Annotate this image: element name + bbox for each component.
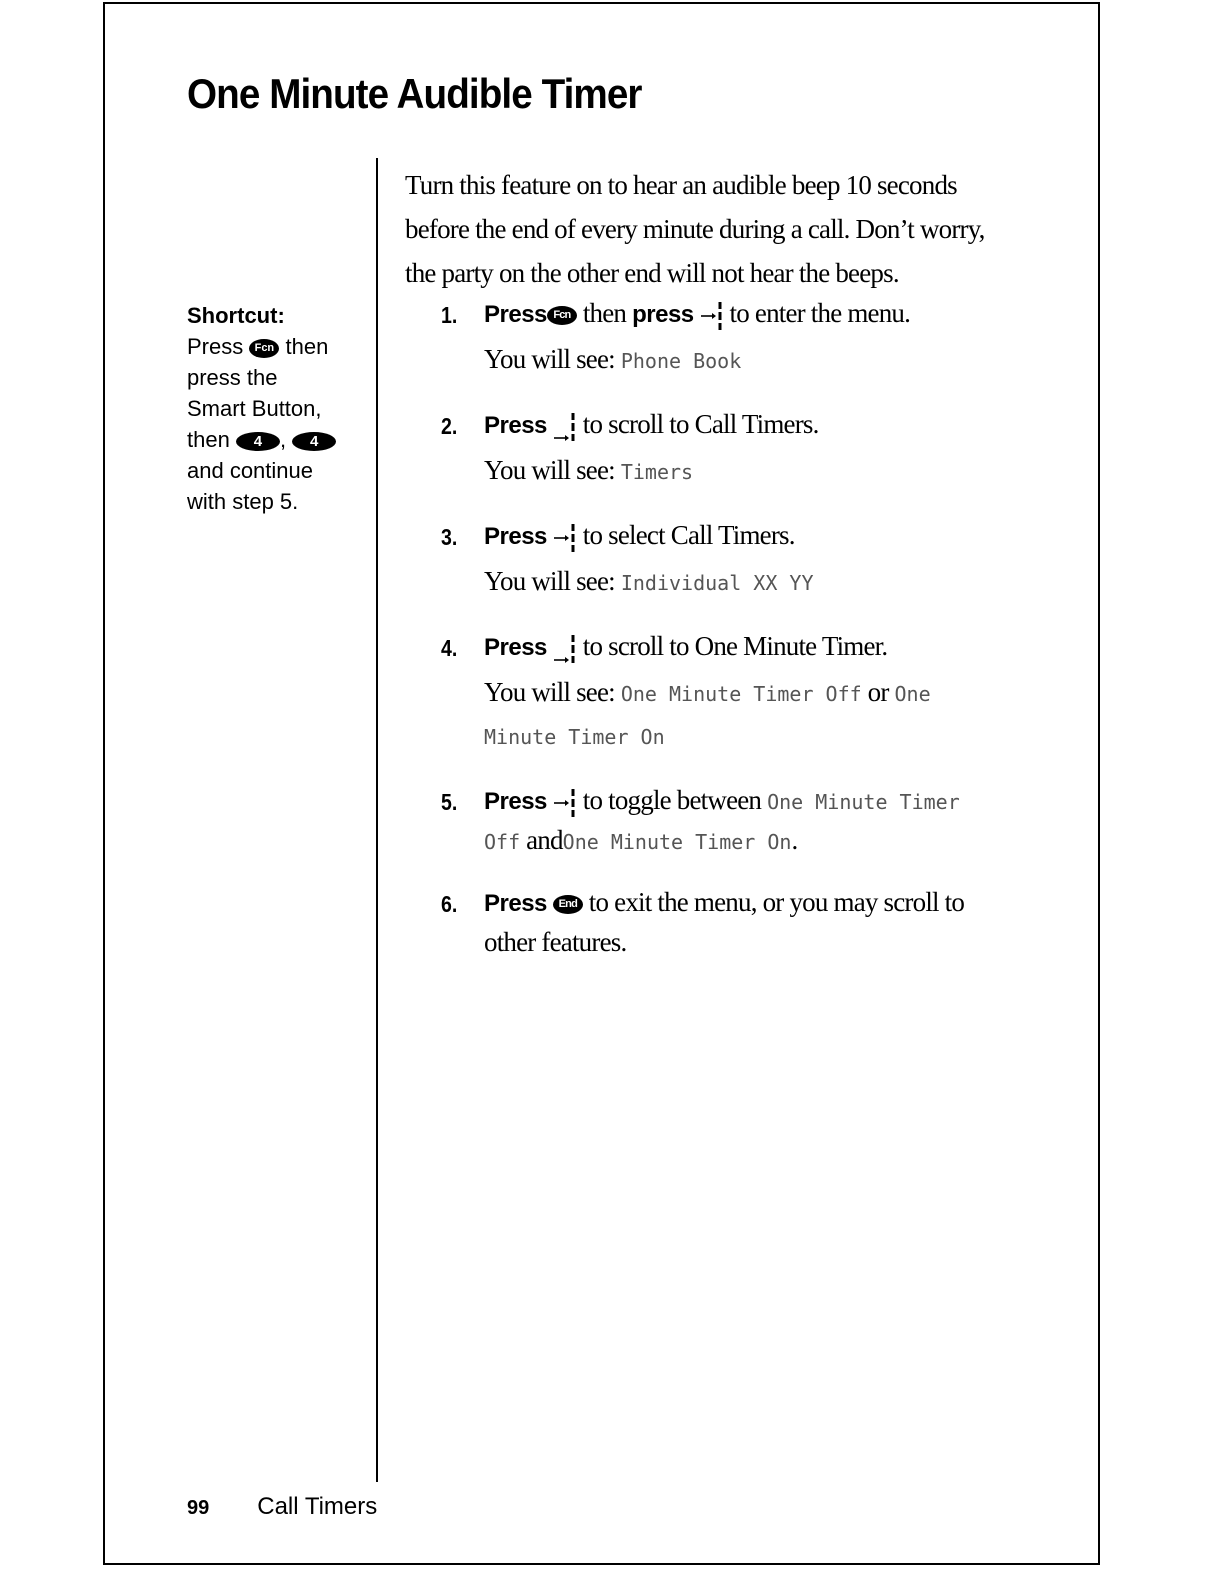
end-key-icon: End <box>553 895 583 914</box>
sidebar-text: Press <box>187 334 244 359</box>
fcn-key-icon: Fcn <box>547 306 577 325</box>
intro-line-2: before the end of every minute during a call. Don’t worry, <box>405 214 985 244</box>
shortcut-sidebar <box>187 300 367 517</box>
sidebar-line-4 <box>187 424 367 455</box>
display-text: One Minute Timer On <box>562 830 792 854</box>
step-number: 1. <box>441 302 458 328</box>
step-text: then <box>582 298 627 328</box>
press-label: Press <box>484 523 547 550</box>
press-label: Press <box>484 412 547 439</box>
step-number: 2. <box>441 413 458 439</box>
display-text: Phone Book <box>620 349 742 373</box>
sidebar-line-6: with step 5. <box>187 489 299 514</box>
intro-paragraph <box>405 163 1005 295</box>
step-text: to select Call Timers. <box>582 520 795 550</box>
or-text: or <box>867 677 889 707</box>
sidebar-comma: , <box>279 427 287 452</box>
step-text: to enter the menu. <box>729 298 911 328</box>
step-text: other features. <box>484 927 627 957</box>
display-text: Individual XX YY <box>620 571 814 595</box>
step-text: to exit the menu, or you may scroll to <box>588 887 965 917</box>
step-result-cont <box>484 720 665 751</box>
step-number: 6. <box>441 891 458 917</box>
period-text: . <box>791 825 798 855</box>
step-number: 5. <box>441 789 458 815</box>
page-title: One Minute Audible Timer <box>187 70 642 117</box>
display-text: One <box>894 682 931 706</box>
you-will-see-label: You will see: <box>484 566 615 596</box>
sidebar-line-3: Smart Button, <box>187 396 322 421</box>
page-footer <box>187 1493 377 1521</box>
step-instruction <box>484 520 795 553</box>
section-name: Call Timers <box>257 1493 378 1520</box>
step-text: to scroll to Call Timers. <box>582 409 819 439</box>
press-label: Press <box>484 301 547 328</box>
smart-button-down-icon <box>553 634 577 664</box>
display-text: Off <box>484 830 521 854</box>
fcn-key-icon: Fcn <box>249 339 279 358</box>
press-label: press <box>632 301 694 328</box>
press-label: Press <box>484 634 547 661</box>
shortcut-label: Shortcut: <box>187 303 285 328</box>
page-number: 99 <box>187 1497 210 1519</box>
sidebar-line-5: and continue <box>187 458 313 483</box>
step-instruction-cont <box>484 825 797 856</box>
sidebar-text: then <box>187 427 230 452</box>
you-will-see-label: You will see: <box>484 344 615 374</box>
step-text: to scroll to One Minute Timer. <box>582 631 888 661</box>
smart-button-right-icon <box>553 788 577 818</box>
sidebar-text: then <box>285 334 329 359</box>
step-number: 4. <box>441 635 458 661</box>
smart-button-down-icon <box>553 412 577 442</box>
smart-button-right-icon <box>553 523 577 553</box>
display-text: Minute Timer On <box>484 725 665 749</box>
step-result <box>484 677 931 708</box>
intro-line-1: Turn this feature on to hear an audible beep 10 seconds <box>405 170 957 200</box>
and-text: and <box>526 825 563 855</box>
display-text: One Minute Timer Off <box>620 682 862 706</box>
step-number: 3. <box>441 524 458 550</box>
column-divider <box>376 158 378 1482</box>
sidebar-line-1 <box>187 331 367 362</box>
step-instruction <box>484 409 819 442</box>
step-result <box>484 344 741 375</box>
press-label: Press <box>484 890 547 917</box>
sidebar-line-2: press the <box>187 365 278 390</box>
display-text: One Minute Timer <box>767 790 960 814</box>
step-result <box>484 566 814 597</box>
press-label: Press <box>484 788 547 815</box>
key-4-icon: 4 <box>236 432 280 451</box>
step-result <box>484 455 693 486</box>
intro-line-3: the party on the other end will not hear the beeps. <box>405 258 899 288</box>
step-instruction <box>484 298 910 331</box>
step-text: to toggle between <box>582 785 762 815</box>
step-instruction-cont <box>484 927 626 958</box>
step-instruction <box>484 631 887 664</box>
display-text: Timers <box>620 460 694 484</box>
you-will-see-label: You will see: <box>484 455 615 485</box>
step-instruction <box>484 887 964 918</box>
smart-button-right-icon <box>700 301 724 331</box>
you-will-see-label: You will see: <box>484 677 615 707</box>
key-4-icon: 4 <box>292 432 336 451</box>
step-instruction <box>484 785 960 818</box>
